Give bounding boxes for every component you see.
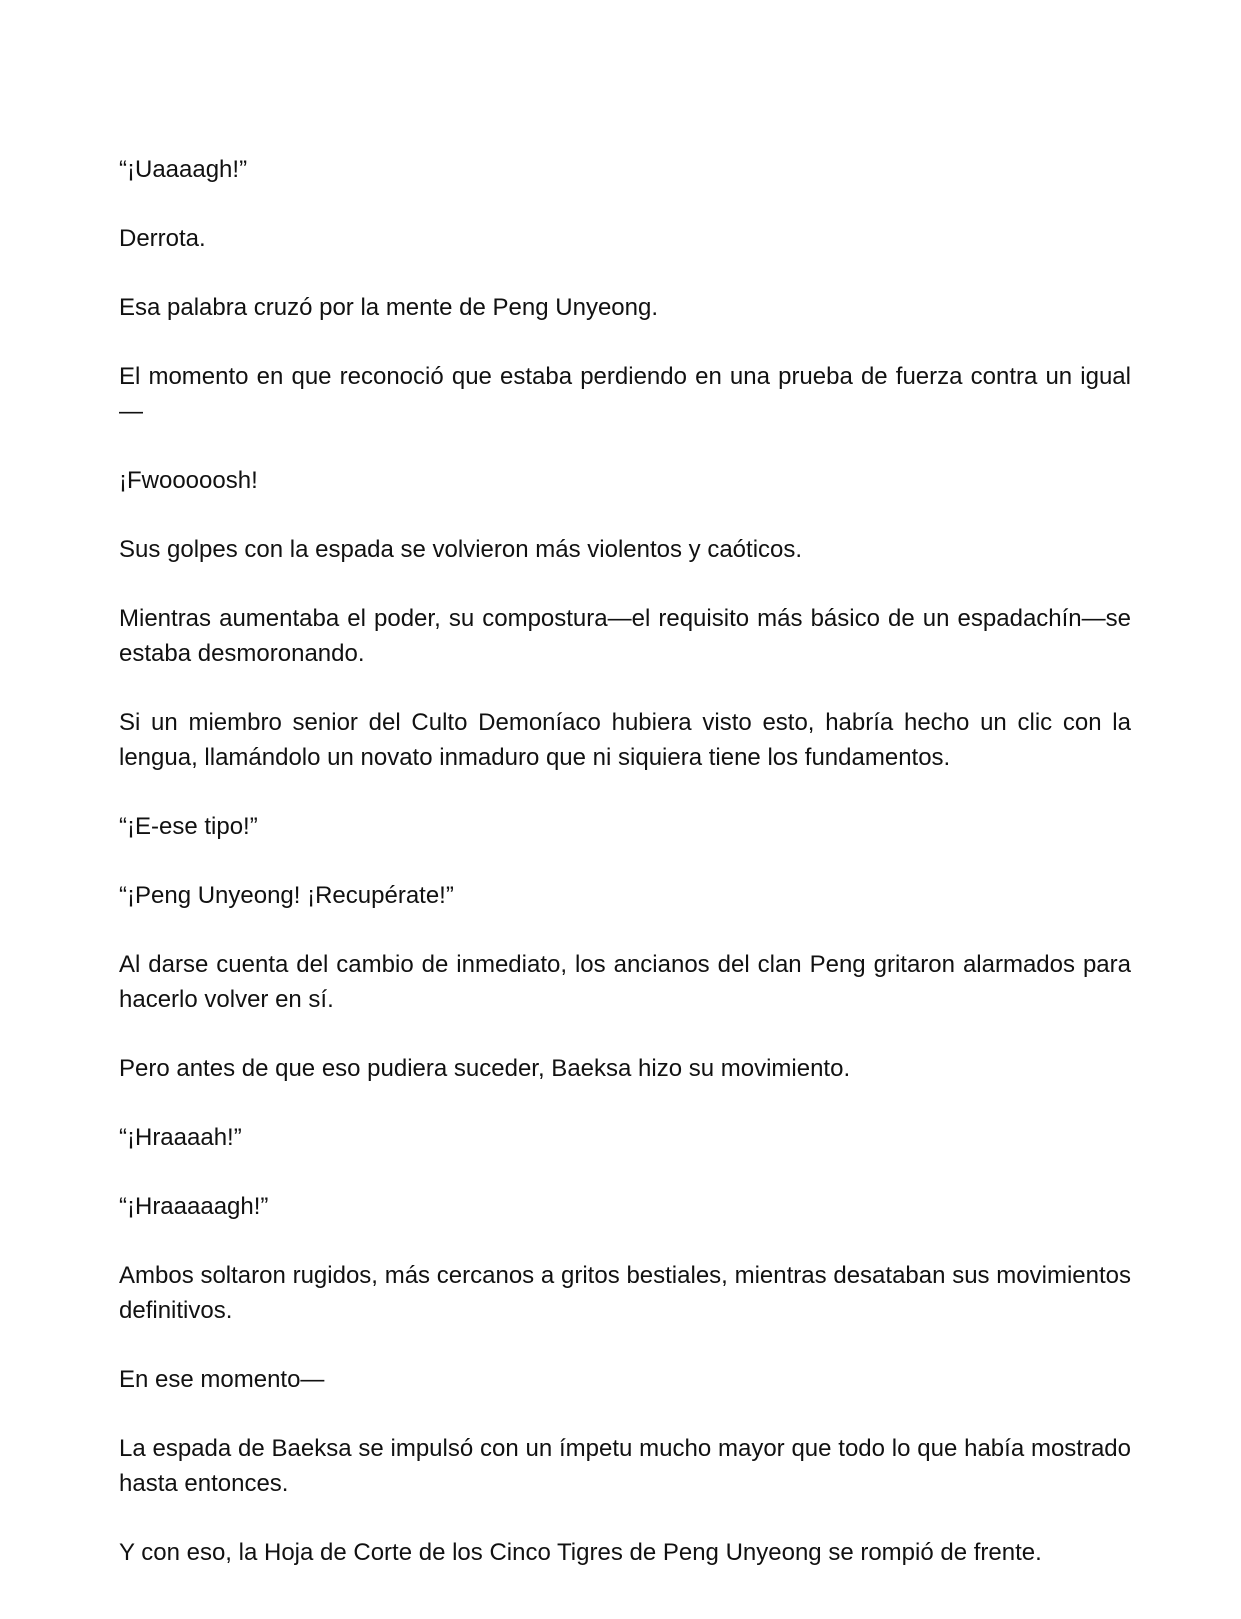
paragraph: Derrota. bbox=[119, 225, 206, 252]
paragraph: “¡Hraaaaagh!” bbox=[119, 1193, 269, 1220]
paragraph: Y con eso, la Hoja de Corte de los Cinco Tigres de Peng Unyeong se rompió de frente. bbox=[119, 1539, 1042, 1566]
paragraph: “¡Peng Unyeong! ¡Recupérate!” bbox=[119, 882, 454, 909]
paragraph: Sus golpes con la espada se volvieron más violentos y caóticos. bbox=[119, 536, 803, 563]
paragraph: Si un miembro senior del Culto Demoníaco hubiera visto esto, habría hecho un clic con la lengua, llamándolo un novato inmaduro que ni siquiera tiene los fundamentos. bbox=[119, 709, 1131, 771]
paragraph: Al darse cuenta del cambio de inmediato, los ancianos del clan Peng gritaron alarmados para hacerlo volver en sí. bbox=[119, 951, 1131, 1013]
paragraph: Mientras aumentaba el poder, su compostura—el requisito más básico de un espadachín—se estaba desmoronando. bbox=[119, 605, 1131, 667]
paragraph: La espada de Baeksa se impulsó con un ímpetu mucho mayor que todo lo que había mostrado hasta entonces. bbox=[119, 1435, 1131, 1497]
paragraph: “¡E-ese tipo!” bbox=[119, 813, 258, 840]
paragraph: “¡Uaaaagh!” bbox=[119, 156, 248, 183]
document-body bbox=[119, 152, 1131, 1604]
paragraph: Ambos soltaron rugidos, más cercanos a gritos bestiales, mientras desataban sus movimientos definitivos. bbox=[119, 1262, 1131, 1324]
paragraph: En ese momento— bbox=[119, 1366, 325, 1393]
paragraph: “¡Hraaaah!” bbox=[119, 1124, 242, 1151]
paragraph: Pero antes de que eso pudiera suceder, Baeksa hizo su movimiento. bbox=[119, 1055, 851, 1082]
paragraph: Esa palabra cruzó por la mente de Peng Unyeong. bbox=[119, 294, 659, 321]
paragraph: ¡Fwooooosh! bbox=[119, 467, 258, 494]
paragraph: El momento en que reconoció que estaba perdiendo en una prueba de fuerza contra un igual— bbox=[119, 363, 1131, 425]
